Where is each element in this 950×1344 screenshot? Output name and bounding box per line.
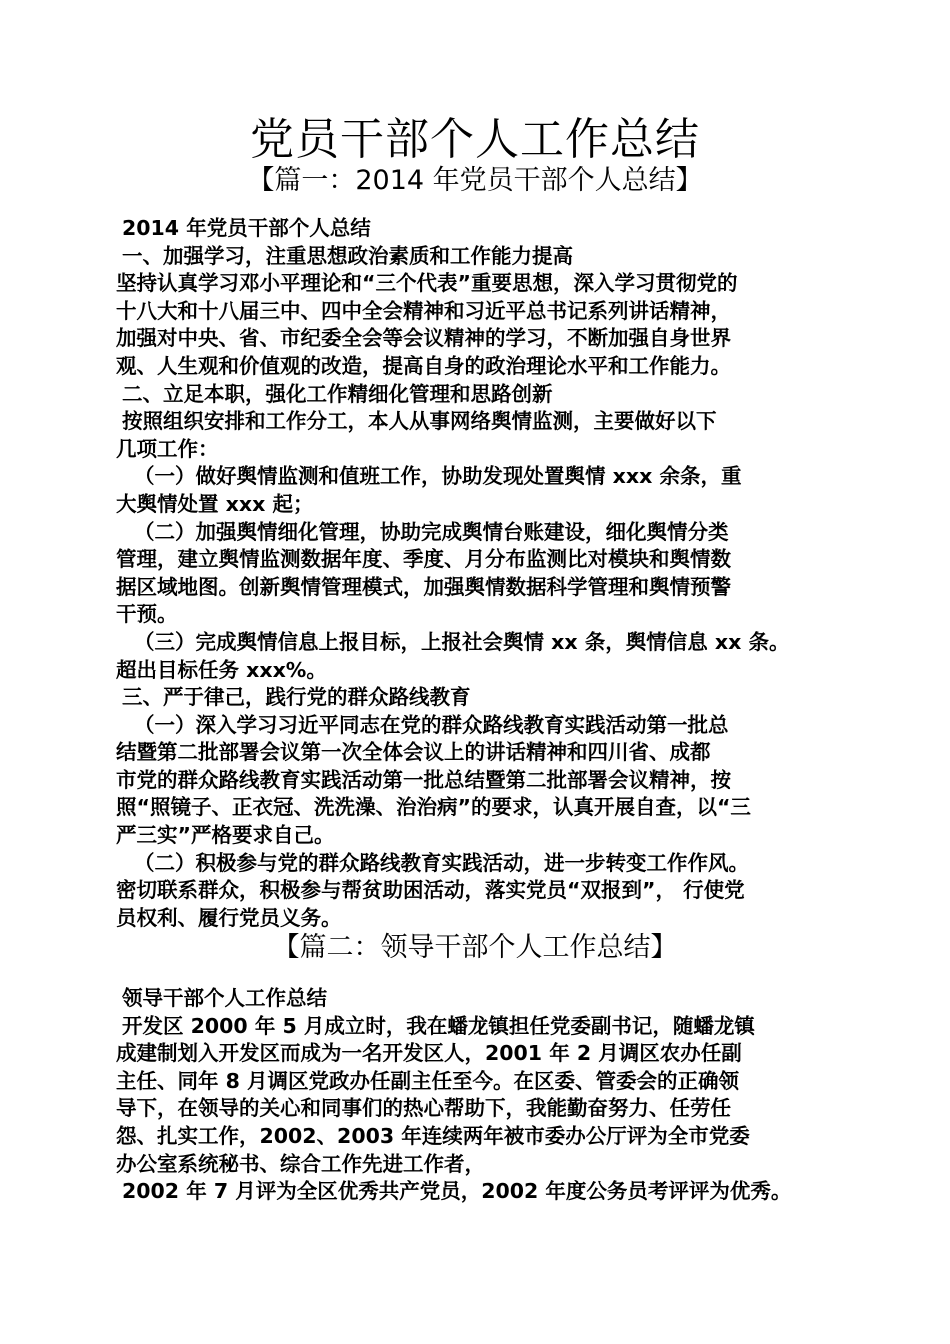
body-line: 观、人生观和价值观的改造，提高自身的政治理论水平和工作能力。 [116,353,731,378]
body-line: 照“照镜子、正衣冠、洗洗澡、治治病”的要求，认真开展自查，以“三 [116,795,751,820]
body-line: （一）做好舆情监测和值班工作，协助发现处置舆情 xxx 余条，重 [134,464,742,489]
body-line: 成建制划入开发区而成为一名开发区人，2001 年 2 月调区农办任副 [116,1041,742,1066]
body-line: 严三实”严格要求自己。 [116,823,335,848]
body-line: （一）深入学习习近平同志在党的群众路线教育实践活动第一批总 [134,712,729,737]
section2-body [116,985,856,1206]
document-title: 党员干部个人工作总结 [250,114,700,165]
body-line: 开发区 2000 年 5 月成立时，我在蟠龙镇担任党委副书记，随蟠龙镇 [122,1013,755,1038]
body-line: （二）加强舆情细化管理，协助完成舆情台账建设，细化舆情分类 [134,519,729,544]
section2-heading: 【篇二：领导干部个人工作总结】 [272,932,678,963]
body-line: 管理，建立舆情监测数据年度、季度、月分布监测比对模块和舆情数 [116,547,731,572]
body-line: 三、严于律己，践行党的群众路线教育 [122,685,471,710]
body-line: 领导干部个人工作总结 [122,986,327,1010]
body-line: 员权利、履行党员义务。 [116,905,342,930]
body-line: （三）完成舆情信息上报目标，上报社会舆情 xx 条，舆情信息 xx 条。 [134,629,790,654]
body-line: 怨、扎实工作，2002、2003 年连续两年被市委办公厅评为全市党委 [116,1123,750,1148]
body-line: 几项工作： [116,436,219,461]
body-line: 结暨第二批部署会议第一次全体会议上的讲话精神和四川省、成都 [116,740,711,765]
body-line: 导下，在领导的关心和同事们的热心帮助下，我能勤奋努力、任劳任 [116,1096,731,1121]
body-line: 二、立足本职，强化工作精细化管理和思路创新 [122,381,553,406]
body-line: 办公室系统秘书、综合工作先进工作者， [116,1151,485,1176]
body-line: 坚持认真学习邓小平理论和“三个代表”重要思想，深入学习贯彻党的 [116,271,738,296]
body-line: （二）积极参与党的群众路线教育实践活动，进一步转变工作作风。 [134,850,749,875]
body-line: 密切联系群众，积极参与帮贫助困活动，落实党员“双报到”， 行使党 [116,878,745,903]
body-line: 大舆情处置 xxx 起； [116,491,314,516]
section1-heading: 【篇一：2014 年党员干部个人总结】 [247,165,703,196]
body-line: 干预。 [116,602,178,627]
body-line: 按照组织安排和工作分工，本人从事网络舆情监测，主要做好以下 [122,409,717,434]
body-line: 十八大和十八届三中、四中全会精神和习近平总书记系列讲话精神， [116,298,731,323]
body-line: 加强对中央、省、市纪委全会等会议精神的学习，不断加强自身世界 [116,326,731,351]
body-line: 市党的群众路线教育实践活动第一批总结暨第二批部署会议精神，按 [116,767,731,792]
body-line: 超出目标任务 xxx%。 [116,657,327,682]
body-line: 一、加强学习，注重思想政治素质和工作能力提高 [122,243,573,268]
body-line: 2014 年党员干部个人总结 [122,216,371,240]
body-line: 2002 年 7 月评为全区优秀共产党员，2002 年度公务员考评评为优秀。 [122,1179,792,1204]
section1-body [116,215,856,932]
body-line: 主任、同年 8 月调区党政办任副主任至今。在区委、管委会的正确领 [116,1068,740,1093]
body-line: 据区域地图。创新舆情管理模式，加强舆情数据科学管理和舆情预警 [116,574,731,599]
